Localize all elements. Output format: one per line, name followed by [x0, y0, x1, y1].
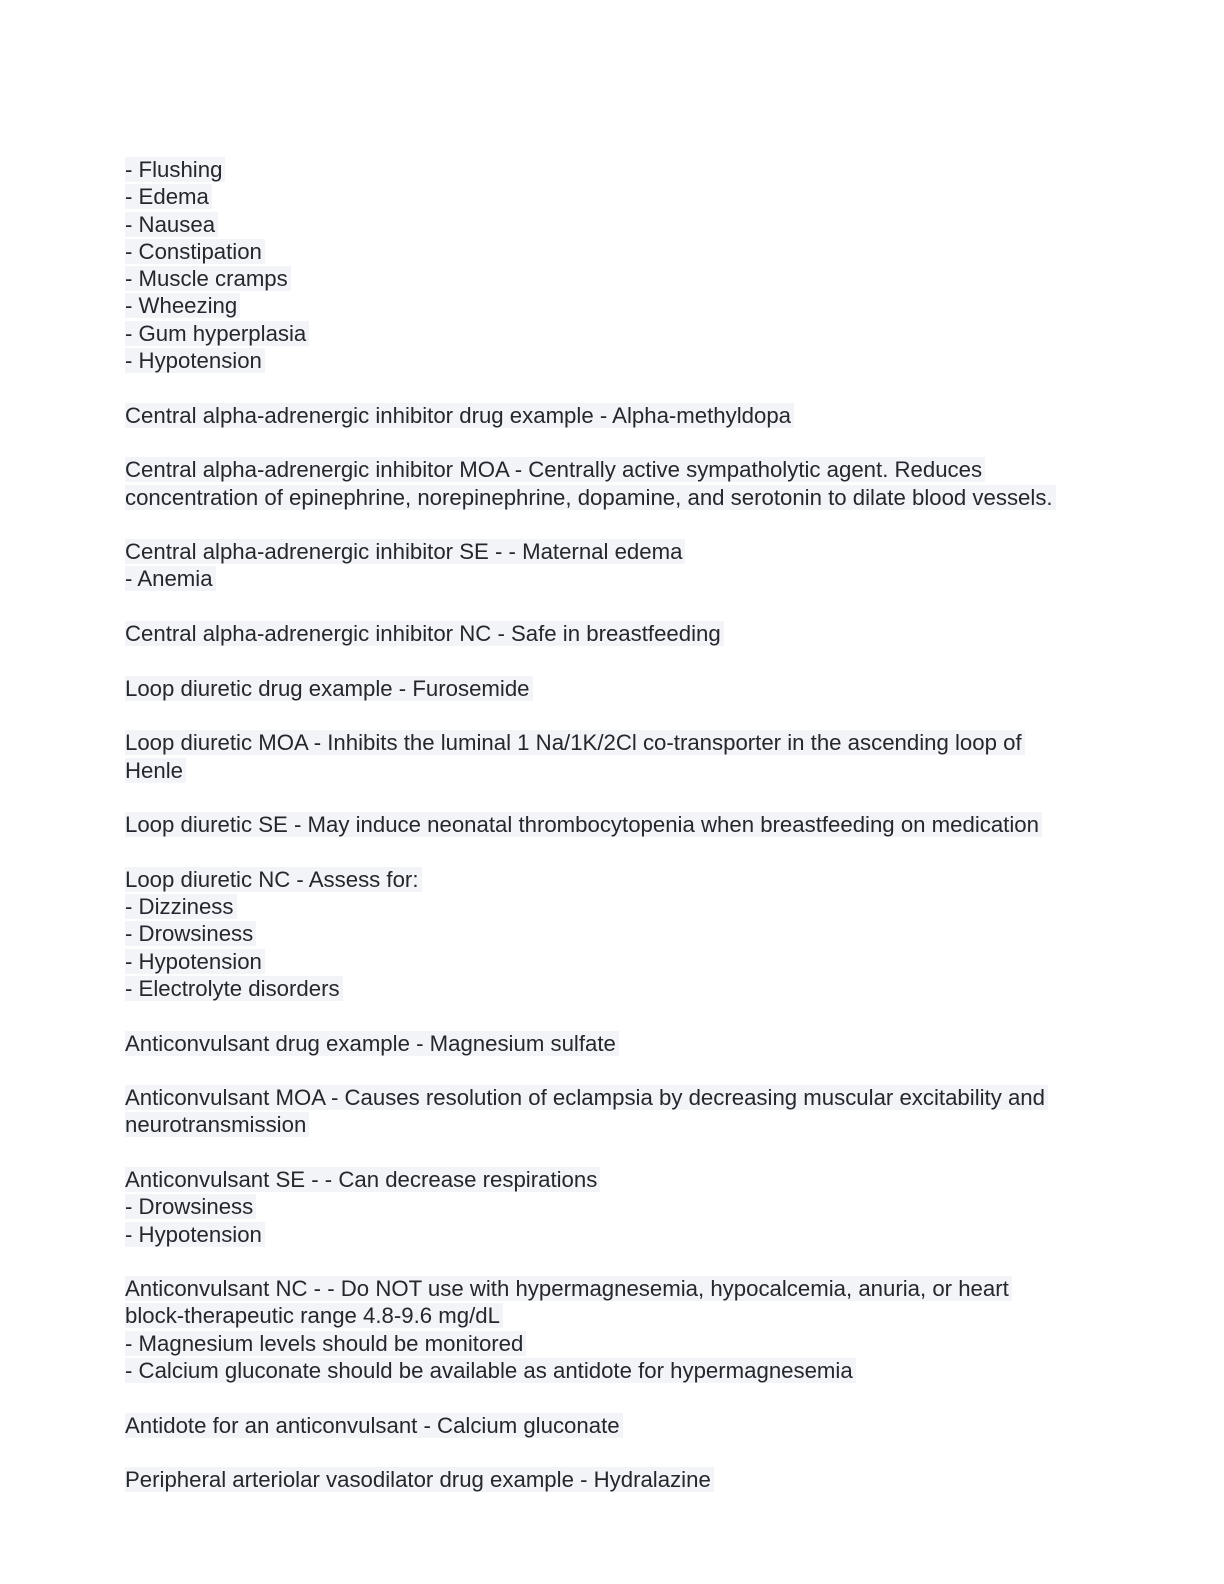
line-text: Anticonvulsant drug example - Magnesium sulfate: [125, 1031, 619, 1056]
line-text: Anticonvulsant MOA - Causes resolution of eclampsia by decreasing muscular excitability and: [125, 1085, 1048, 1110]
line-text: - Gum hyperplasia: [125, 321, 309, 346]
line-text: Anticonvulsant NC - - Do NOT use with hypermagnesemia, hypocalcemia, anuria, or heart: [125, 1276, 1012, 1301]
text-line: [125, 893, 1125, 920]
text-line: [125, 757, 1125, 784]
text-line: [125, 866, 1125, 893]
line-text: - Wheezing: [125, 293, 240, 318]
line-text: Central alpha-adrenergic inhibitor MOA - Centrally active sympatholytic agent. Reduces: [125, 457, 985, 482]
line-text: Central alpha-adrenergic inhibitor drug example - Alpha-methyldopa: [125, 403, 794, 428]
line-text: Loop diuretic MOA - Inhibits the luminal 1 Na/1K/2Cl co-transporter in the ascending loop of: [125, 730, 1025, 755]
text-block: [125, 1030, 1125, 1057]
text-line: [125, 565, 1125, 592]
text-line: [125, 975, 1125, 1002]
line-text: block-therapeutic range 4.8-9.6 mg/dL: [125, 1303, 503, 1328]
line-text: Henle: [125, 758, 186, 783]
text-line: [125, 1166, 1125, 1193]
text-block: [125, 1166, 1125, 1248]
text-block: [125, 156, 1125, 374]
line-text: Loop diuretic NC - Assess for:: [125, 867, 422, 892]
text-line: [125, 1466, 1125, 1493]
text-line: [125, 265, 1125, 292]
line-text: - Flushing: [125, 157, 225, 182]
text-line: [125, 620, 1125, 647]
text-line: [125, 402, 1125, 429]
text-line: [125, 1275, 1125, 1302]
text-block: [125, 866, 1125, 1002]
text-line: [125, 1030, 1125, 1057]
text-line: [125, 920, 1125, 947]
text-line: [125, 238, 1125, 265]
line-text: Loop diuretic SE - May induce neonatal thrombocytopenia when breastfeeding on medication: [125, 812, 1042, 837]
line-text: - Hypotension: [125, 949, 265, 974]
text-line: [125, 1412, 1125, 1439]
line-text: - Muscle cramps: [125, 266, 291, 291]
text-line: [125, 456, 1125, 483]
text-block: [125, 538, 1125, 593]
line-text: Central alpha-adrenergic inhibitor SE - - Maternal edema: [125, 539, 685, 564]
text-block: [125, 456, 1125, 511]
text-line: [125, 729, 1125, 756]
text-line: [125, 811, 1125, 838]
text-block: [125, 811, 1125, 838]
text-line: [125, 320, 1125, 347]
text-block: [125, 729, 1125, 784]
text-line: [125, 538, 1125, 565]
text-line: [125, 1302, 1125, 1329]
text-block: [125, 675, 1125, 702]
text-line: [125, 1193, 1125, 1220]
line-text: - Hypotension: [125, 348, 265, 373]
line-text: neurotransmission: [125, 1112, 309, 1137]
line-text: - Magnesium levels should be monitored: [125, 1331, 526, 1356]
line-text: Peripheral arteriolar vasodilator drug example - Hydralazine: [125, 1467, 714, 1492]
text-block: [125, 620, 1125, 647]
text-line: [125, 347, 1125, 374]
line-text: - Calcium gluconate should be available as antidote for hypermagnesemia: [125, 1358, 856, 1383]
line-text: Antidote for an anticonvulsant - Calcium gluconate: [125, 1413, 623, 1438]
line-text: Central alpha-adrenergic inhibitor NC - Safe in breastfeeding: [125, 621, 724, 646]
document-page: [125, 156, 1125, 1521]
text-line: [125, 292, 1125, 319]
text-line: [125, 948, 1125, 975]
line-text: concentration of epinephrine, norepinephrine, dopamine, and serotonin to dilate blood vessels.: [125, 485, 1056, 510]
line-text: - Electrolyte disorders: [125, 976, 343, 1001]
text-line: [125, 1357, 1125, 1384]
text-line: [125, 156, 1125, 183]
line-text: Anticonvulsant SE - - Can decrease respirations: [125, 1167, 600, 1192]
line-text: - Hypotension: [125, 1222, 265, 1247]
text-line: [125, 484, 1125, 511]
text-block: [125, 402, 1125, 429]
text-block: [125, 1412, 1125, 1439]
line-text: - Constipation: [125, 239, 265, 264]
text-block: [125, 1084, 1125, 1139]
text-line: [125, 183, 1125, 210]
text-line: [125, 1084, 1125, 1111]
text-line: [125, 1330, 1125, 1357]
text-line: [125, 1221, 1125, 1248]
line-text: - Dizziness: [125, 894, 237, 919]
line-text: Loop diuretic drug example - Furosemide: [125, 676, 533, 701]
line-text: - Edema: [125, 184, 212, 209]
text-line: [125, 1111, 1125, 1138]
line-text: - Drowsiness: [125, 921, 256, 946]
text-block: [125, 1466, 1125, 1493]
text-line: [125, 211, 1125, 238]
line-text: - Drowsiness: [125, 1194, 256, 1219]
text-block: [125, 1275, 1125, 1384]
line-text: - Nausea: [125, 212, 218, 237]
text-line: [125, 675, 1125, 702]
line-text: - Anemia: [125, 566, 216, 591]
